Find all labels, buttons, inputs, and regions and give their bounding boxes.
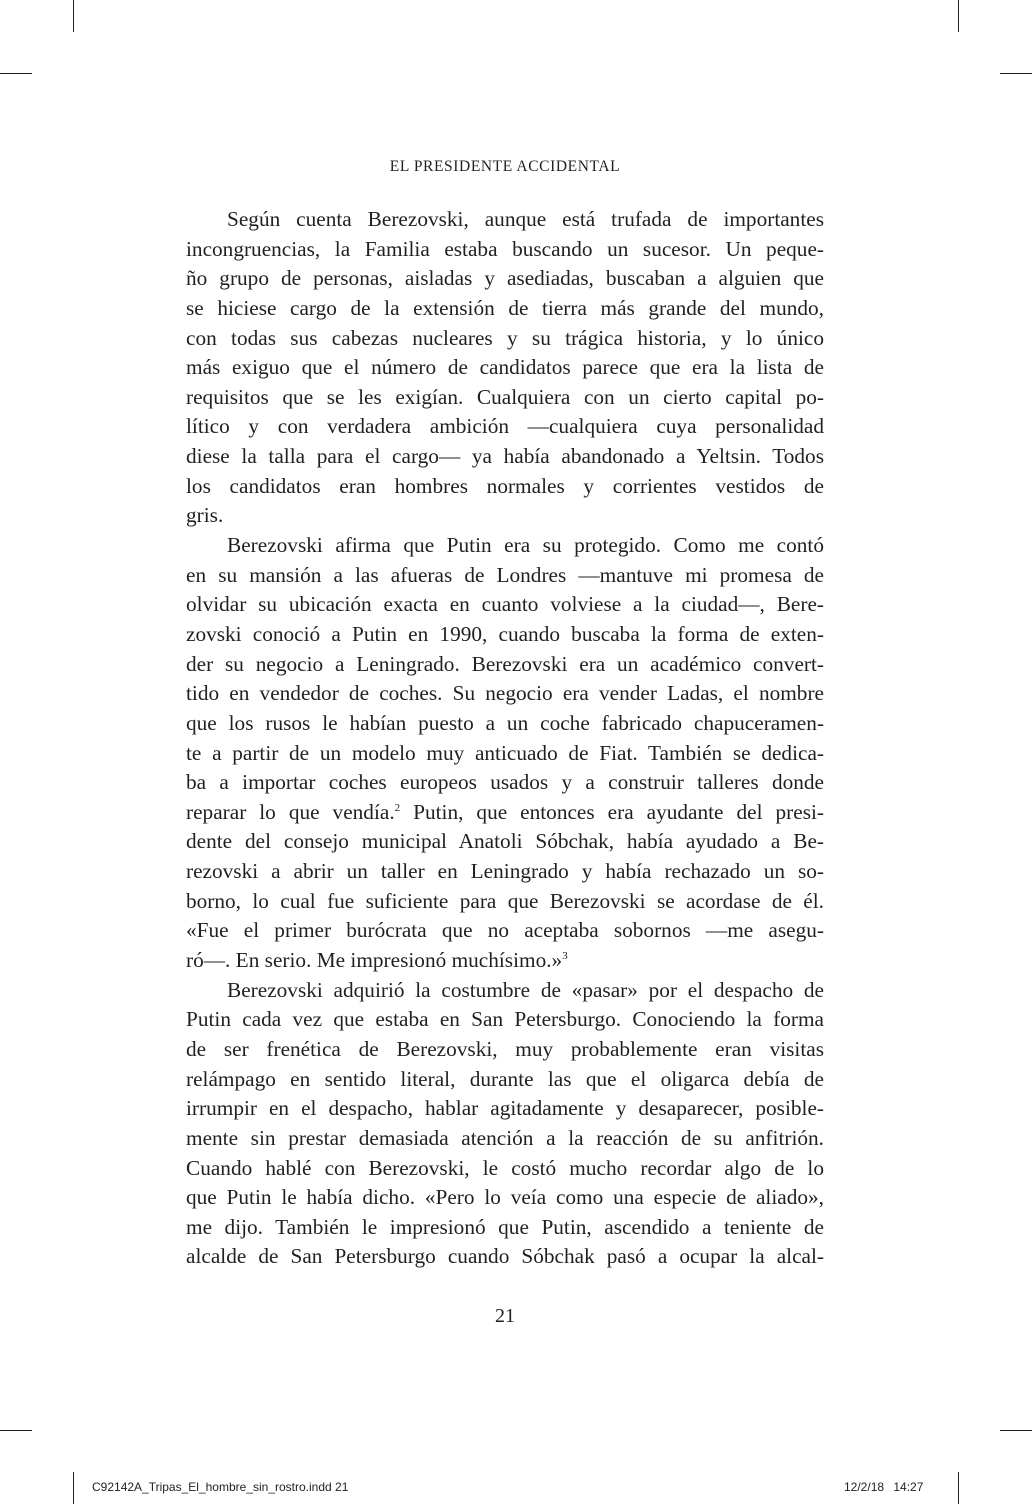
text-line: dente del consejo municipal Anatoli Sóbchak, había ayudado a Be- <box>186 829 824 854</box>
text-line: mente sin prestar demasiada atención a la reacción de su anfitrión. <box>186 1125 824 1150</box>
page-number: 21 <box>495 1305 515 1327</box>
text-line: Putin cada vez que estaba en San Petersburgo. Conociendo la forma <box>186 1007 824 1032</box>
text-line <box>186 798 824 828</box>
slug-datetime: 12/2/18 14:27 <box>844 1480 924 1494</box>
text-line: incongruencias, la Familia estaba buscando un sucesor. Un peque- <box>186 236 824 261</box>
paragraph-3 <box>186 976 824 1272</box>
text-fragment: ró—. En serio. Me impresionó muchísimo.» <box>186 948 563 973</box>
slug-filename: C92142A_Tripas_El_hombre_sin_rostro.indd 21 <box>92 1480 349 1494</box>
text-line: requisitos que se les exigían. Cualquiera con un cierto capital po- <box>186 384 824 409</box>
crop-mark-bottom-left <box>73 1472 74 1504</box>
text-line: me dijo. También le impresionó que Putin, ascendido a teniente de <box>186 1214 824 1239</box>
text-line: irrumpir en el despacho, hablar agitadamente y desaparecer, posible- <box>186 1096 824 1121</box>
text-line: Cuando hablé con Berezovski, le costó mucho recordar algo de lo <box>186 1155 824 1180</box>
text-line: los candidatos eran hombres normales y corrientes vestidos de <box>186 473 824 498</box>
text-fragment: reparar lo que vendía. <box>186 799 395 824</box>
crop-mark-bottom-right <box>958 1472 959 1504</box>
text-line: rezovski a abrir un taller en Leningrado y había rechazado un so- <box>186 859 824 884</box>
text-line: ba a importar coches europeos usados y a construir talleres donde <box>186 770 824 795</box>
crop-mark-top-right <box>958 0 959 32</box>
crop-mark-left-bottom <box>0 1430 32 1431</box>
text-fragment: Putin, que entonces era ayudante del presi- <box>400 799 824 824</box>
paragraph-1 <box>186 205 824 531</box>
crop-mark-top-left <box>73 0 74 32</box>
text-line: Según cuenta Berezovski, aunque está trufada de importantes <box>227 207 824 231</box>
crop-mark-right-bottom <box>1000 1430 1032 1431</box>
crop-mark-left-top <box>0 73 32 74</box>
text-line: der su negocio a Leningrado. Berezovski era un académico convert- <box>186 651 824 676</box>
text-line: Berezovski afirma que Putin era su protegido. Como me contó <box>227 533 824 558</box>
text-line: olvidar su ubicación exacta en cuanto volviese a la ciudad—, Bere- <box>186 592 824 617</box>
text-line: alcalde de San Petersburgo cuando Sóbchak pasó a ocupar la alcal- <box>186 1244 824 1269</box>
text-line: «Fue el primer burócrata que no aceptaba sobornos —me asegu- <box>186 918 824 943</box>
text-line: lítico y con verdadera ambición —cualquiera cuya personalidad <box>186 414 824 439</box>
text-line: relámpago en sentido literal, durante las que el oligarca debía de <box>186 1066 824 1091</box>
text-line: en su mansión a las afueras de Londres —mantuve mi promesa de <box>186 562 824 587</box>
text-line: diese la talla para el cargo— ya había abandonado a Yeltsin. Todos <box>186 444 824 469</box>
text-line: tido en vendedor de coches. Su negocio era vender Ladas, el nombre <box>186 681 824 706</box>
text-line: más exiguo que el número de candidatos parece que era la lista de <box>186 355 824 380</box>
text-line: se hiciese cargo de la extensión de tierra más grande del mundo, <box>186 295 824 320</box>
text-line: que Putin le había dicho. «Pero lo veía como una especie de aliado», <box>186 1185 824 1210</box>
text-line: Berezovski adquirió la costumbre de «pasar» por el despacho de <box>227 977 824 1002</box>
text-line: zovski conoció a Putin en 1990, cuando buscaba la forma de exten- <box>186 621 824 646</box>
text-line: ño grupo de personas, aisladas y asediadas, buscaban a alguien que <box>186 266 824 291</box>
footnote-ref: 2 <box>394 801 401 814</box>
text-line: gris. <box>186 503 224 528</box>
text-line: borno, lo cual fue suficiente para que Berezovski se acordase de él. <box>186 888 824 913</box>
crop-mark-right-top <box>1000 73 1032 74</box>
text-line: con todas sus cabezas nucleares y su trágica historia, y lo único <box>186 325 824 350</box>
footnote-ref: 3 <box>562 950 568 963</box>
text-line <box>186 946 824 976</box>
text-line: te a partir de un modelo muy anticuado de Fiat. También se dedica- <box>186 740 824 765</box>
running-head: EL PRESIDENTE ACCIDENTAL <box>389 158 621 175</box>
paragraph-2 <box>186 531 824 976</box>
text-line: de ser frenética de Berezovski, muy probablemente eran visitas <box>186 1036 824 1061</box>
text-line: que los rusos le habían puesto a un coche fabricado chapuceramen- <box>186 710 824 735</box>
body-text <box>186 205 824 1272</box>
